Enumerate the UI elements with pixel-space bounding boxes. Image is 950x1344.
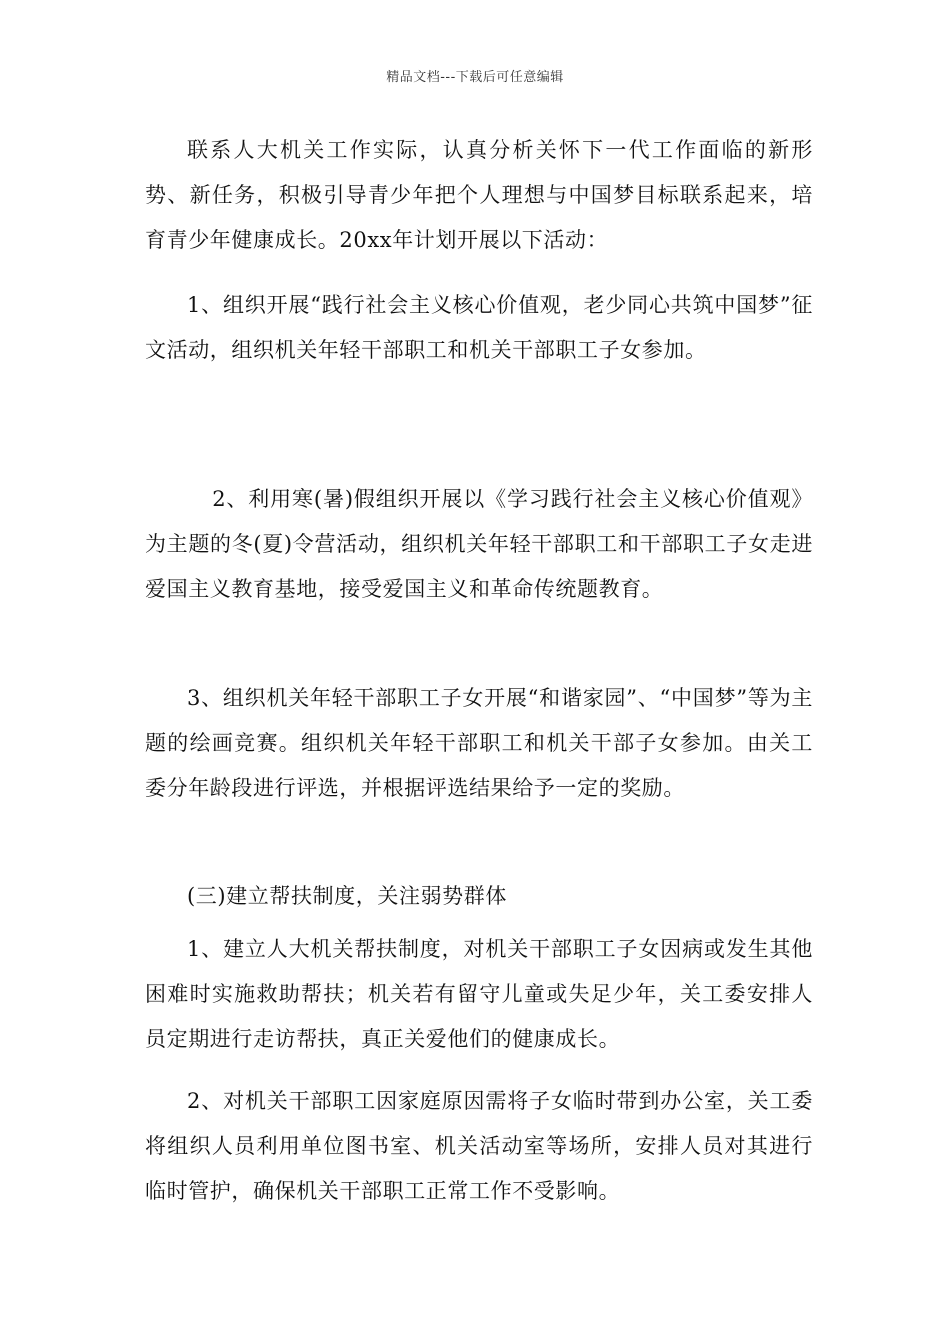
section-heading-assistance: (三)建立帮扶制度，关注弱势群体 [187,884,507,908]
paragraph-intro: 联系人大机关工作实际，认真分析关怀下一代工作面临的新形势、新任务，积极引导青少年把个人理想与中国梦目标联系起来，培育青少年健康成长。20xx年计划开展以下活动： [145,138,813,252]
paragraph-activity-1: 1、组织开展“践行社会主义核心价值观，老少同心共筑中国梦”征文活动，组织机关年轻干部职工和机关干部职工子女参加。 [145,293,813,362]
paragraph-activity-2: 2、利用寒(暑)假组织开展以《学习践行社会主义核心价值观》为主题的冬(夏)令营活动，组织机关年轻干部职工和干部职工子女走进爱国主义教育基地，接受爱国主义和革命传统题教育。 [145,487,813,601]
page-header: 精品文档---下载后可任意编辑 [386,70,564,85]
paragraph-assistance-1: 1、建立人大机关帮扶制度，对机关干部职工子女因病或发生其他困难时实施救助帮扶；机关若有留守儿童或失足少年，关工委安排人员定期进行走访帮扶，真正关爱他们的健康成长。 [145,937,813,1051]
paragraph-assistance-2: 2、对机关干部职工因家庭原因需将子女临时带到办公室，关工委将组织人员利用单位图书室、机关活动室等场所，安排人员对其进行临时管护，确保机关干部职工正常工作不受影响。 [145,1089,813,1203]
paragraph-activity-3: 3、组织机关年轻干部职工子女开展“和谐家园”、“中国梦”等为主题的绘画竞赛。组织机关年轻干部职工和机关干部子女参加。由关工委分年龄段进行评选，并根据评选结果给予一定的奖励。 [145,686,813,800]
